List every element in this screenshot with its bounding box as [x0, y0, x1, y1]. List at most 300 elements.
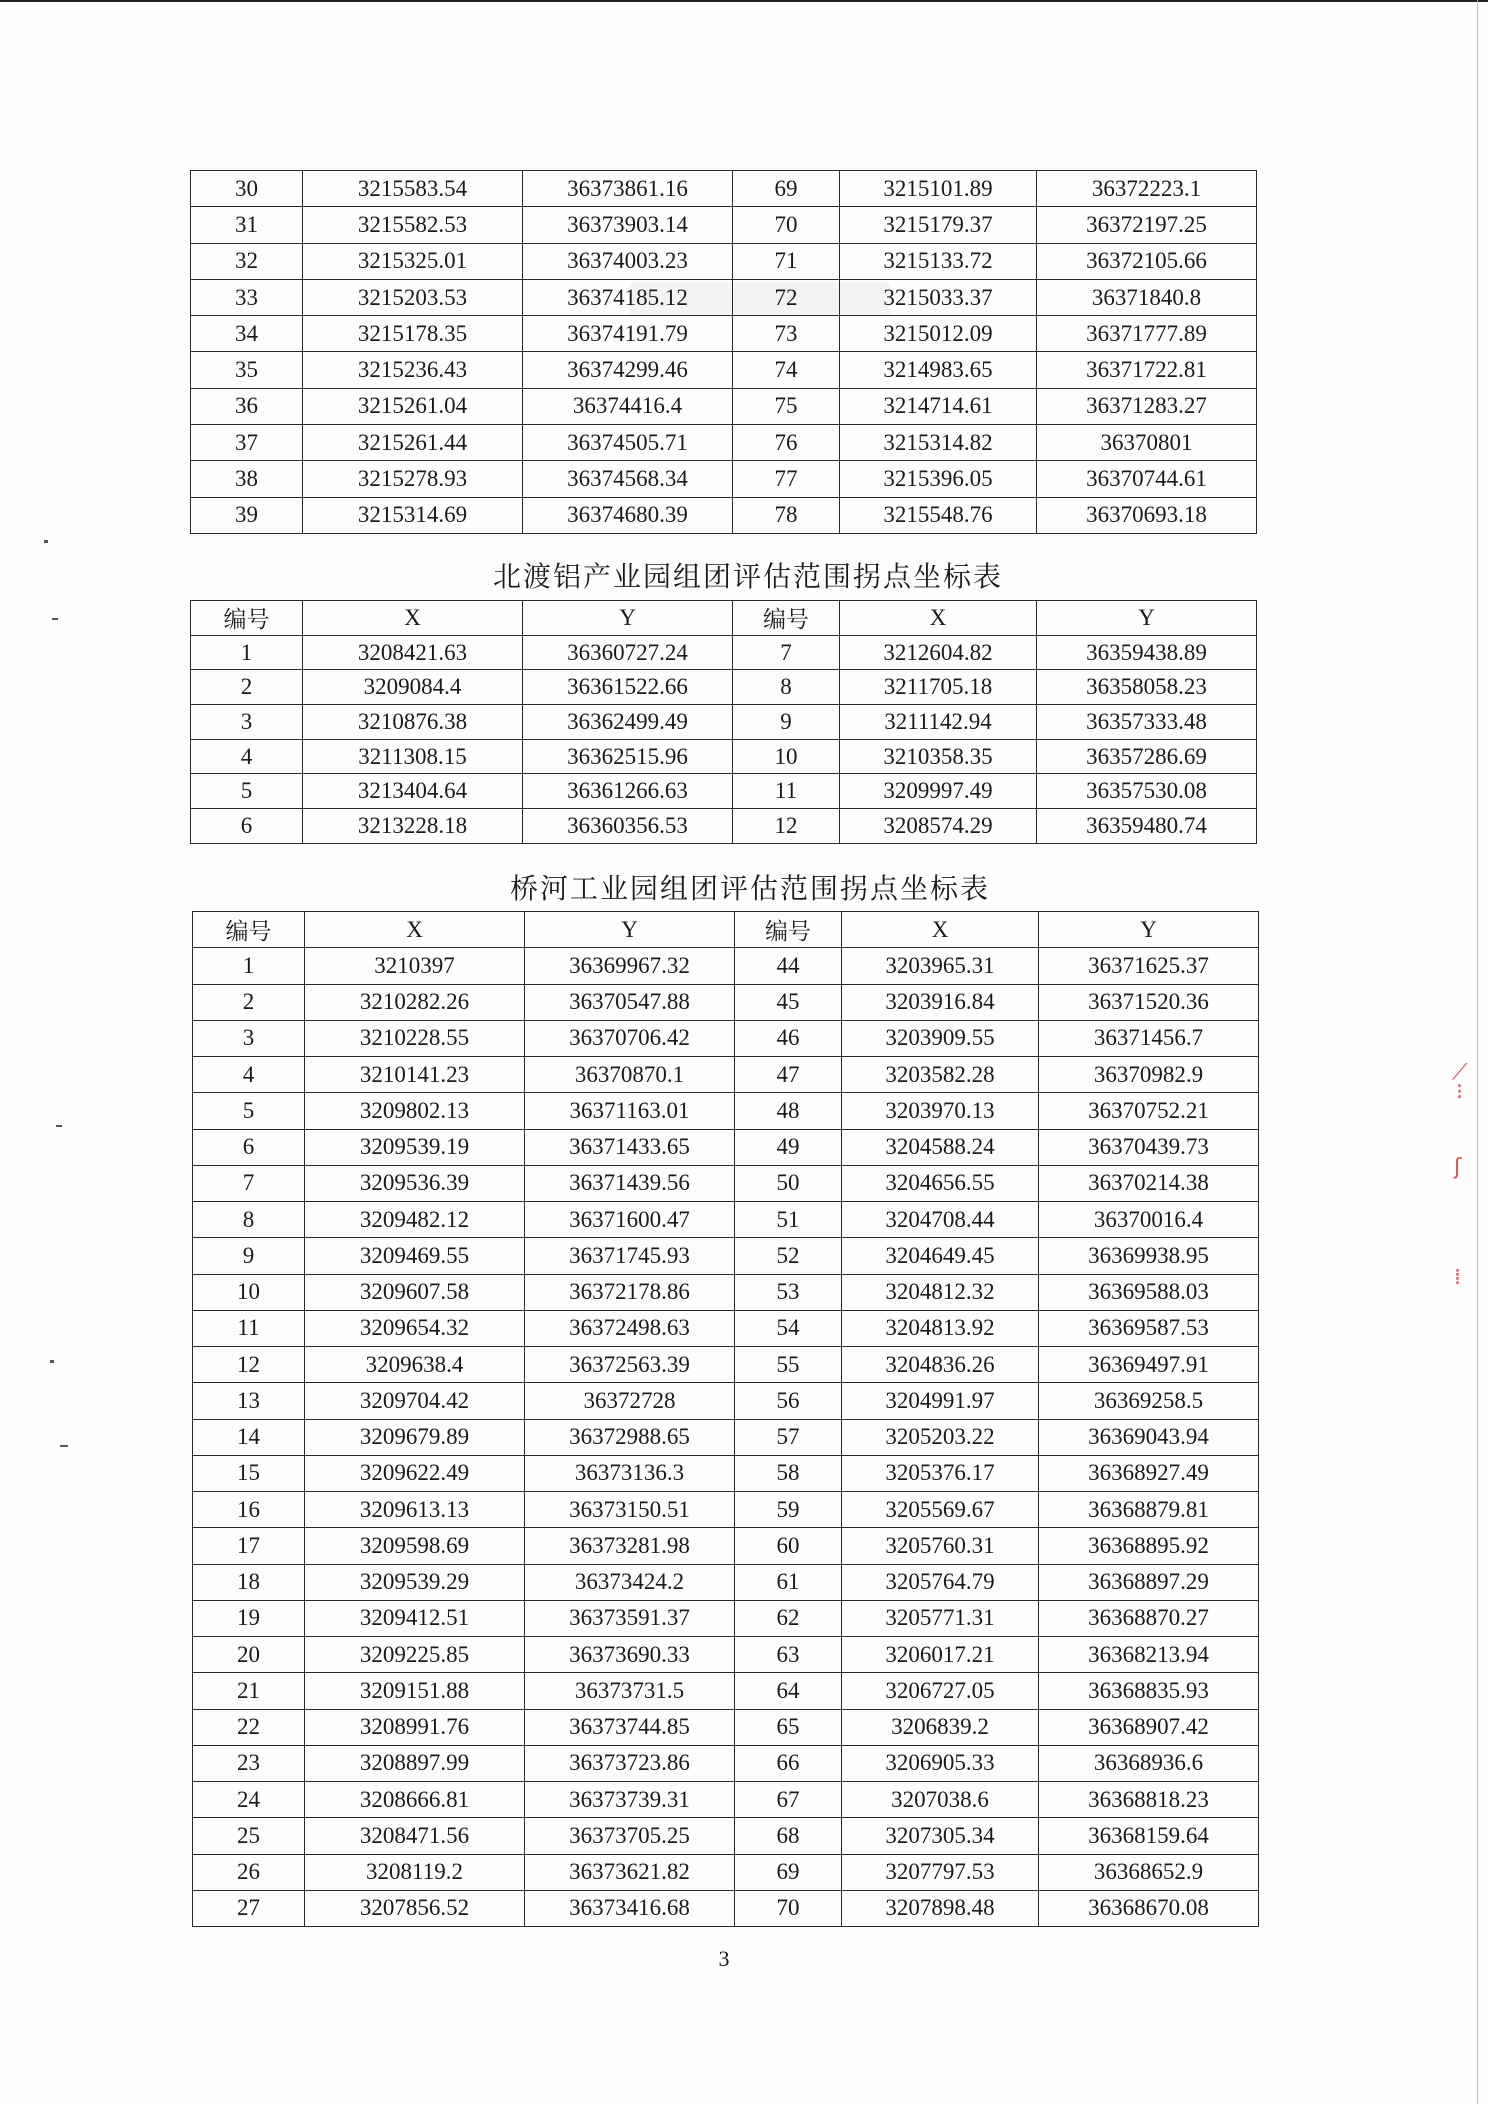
table-cell: 8: [733, 670, 840, 705]
table-row: [193, 1564, 1259, 1600]
scan-speck: [60, 1445, 68, 1447]
table-cell: 3205569.67: [842, 1492, 1039, 1528]
table-cell: 36360727.24: [523, 635, 733, 670]
table-row: [193, 1419, 1259, 1455]
table-cell: 35: [191, 352, 303, 388]
table-cell: 36371520.36: [1039, 984, 1259, 1020]
table-cell: 36369967.32: [525, 948, 735, 984]
table-cell: 19: [193, 1600, 305, 1636]
table-cell: 3206905.33: [842, 1745, 1039, 1781]
table-cell: 36372728: [525, 1383, 735, 1419]
table-cell: 36359438.89: [1037, 635, 1257, 670]
table-cell: 3204836.26: [842, 1347, 1039, 1383]
table-cell: 1: [191, 635, 303, 670]
table-cell: 57: [735, 1419, 842, 1455]
table-cell: 36368835.93: [1039, 1673, 1259, 1709]
table-row: [191, 670, 1257, 705]
table-cell: 9: [193, 1238, 305, 1274]
table-cell: 3215314.69: [303, 497, 523, 533]
table-cell: 56: [735, 1383, 842, 1419]
table-cell: 3209704.42: [305, 1383, 525, 1419]
table-row: [193, 1818, 1259, 1854]
table-cell: 44: [735, 948, 842, 984]
table-cell: 3214714.61: [840, 388, 1037, 424]
table-cell: 9: [733, 705, 840, 740]
table-cell: 3215396.05: [840, 461, 1037, 497]
table-cell: 36361266.63: [523, 774, 733, 809]
table-row: [193, 1637, 1259, 1673]
table-cell: 36374299.46: [523, 352, 733, 388]
table-cell: 33: [191, 279, 303, 315]
table-cell: 22: [193, 1709, 305, 1745]
table-title-qiaohe: 桥河工业园组团评估范围拐点坐标表: [509, 872, 990, 905]
table-cell: 60: [735, 1528, 842, 1564]
table-cell: 36370801: [1037, 425, 1257, 461]
table-cell: 36373136.3: [525, 1455, 735, 1491]
table-row: [193, 1782, 1259, 1818]
table-cell: 36372563.39: [525, 1347, 735, 1383]
table-cell: 3215548.76: [840, 497, 1037, 533]
table-cell: 3215178.35: [303, 316, 523, 352]
table-cell: 36370870.1: [525, 1057, 735, 1093]
table-cell: 3209638.4: [305, 1347, 525, 1383]
table-row: [191, 316, 1257, 352]
table-cell: 3209679.89: [305, 1419, 525, 1455]
table-cell: 36368652.9: [1039, 1854, 1259, 1890]
table-cell: 36374185.12: [523, 279, 733, 315]
table-cell: 72: [733, 279, 840, 315]
table-cell: 36357286.69: [1037, 739, 1257, 774]
table-cell: 3212604.82: [840, 635, 1037, 670]
table-cell: 3209225.85: [305, 1637, 525, 1673]
table-row: [193, 1057, 1259, 1093]
red-seal-fragment: ⟋: [1452, 1060, 1468, 1085]
table-cell: 36369587.53: [1039, 1310, 1259, 1346]
table-cell: 36371777.89: [1037, 316, 1257, 352]
table-cell: 3208574.29: [840, 809, 1037, 844]
table-cell: 70: [735, 1890, 842, 1926]
scan-speck: [44, 540, 48, 543]
table-title-beidu: 北渡铝产业园组团评估范围拐点坐标表: [492, 560, 1003, 593]
table-cell: 3215012.09: [840, 316, 1037, 352]
table-cell: 36373744.85: [525, 1709, 735, 1745]
table-cell: 3215203.53: [303, 279, 523, 315]
table-cell: 76: [733, 425, 840, 461]
table-cell: 36370706.42: [525, 1020, 735, 1056]
table-cell: 24: [193, 1782, 305, 1818]
table-row: [193, 1347, 1259, 1383]
table-cell: 3211308.15: [303, 739, 523, 774]
table-cell: 3208897.99: [305, 1745, 525, 1781]
table-cell: 3204991.97: [842, 1383, 1039, 1419]
table-cell: 36368670.08: [1039, 1890, 1259, 1926]
table-cell: 3203970.13: [842, 1093, 1039, 1129]
table-cell: 36374568.34: [523, 461, 733, 497]
table-cell: 36371283.27: [1037, 388, 1257, 424]
table-cell: 36369938.95: [1039, 1238, 1259, 1274]
table-cell: 36373281.98: [525, 1528, 735, 1564]
table-row: [191, 774, 1257, 809]
table-cell: 3209151.88: [305, 1673, 525, 1709]
header-cell: Y: [1039, 912, 1259, 948]
table-cell: 25: [193, 1818, 305, 1854]
table-cell: 36374680.39: [523, 497, 733, 533]
table-cell: 5: [191, 774, 303, 809]
table-cell: 36374505.71: [523, 425, 733, 461]
table-cell: 36370982.9: [1039, 1057, 1259, 1093]
table-cell: 36371163.01: [525, 1093, 735, 1129]
table-cell: 36372223.1: [1037, 171, 1257, 207]
table-cell: 36374191.79: [523, 316, 733, 352]
table-cell: 36369588.03: [1039, 1274, 1259, 1310]
red-seal-fragment: ʃ: [1454, 1155, 1462, 1180]
table-cell: 21: [193, 1673, 305, 1709]
header-cell: X: [842, 912, 1039, 948]
table-cell: 46: [735, 1020, 842, 1056]
table-cell: 3209654.32: [305, 1310, 525, 1346]
table-cell: 12: [733, 809, 840, 844]
page-number: 3: [718, 1946, 730, 1971]
table-cell: 36372988.65: [525, 1419, 735, 1455]
table-cell: 36373424.2: [525, 1564, 735, 1600]
table-cell: 66: [735, 1745, 842, 1781]
table-cell: 3208119.2: [305, 1854, 525, 1890]
table-cell: 53: [735, 1274, 842, 1310]
table-cell: 36369043.94: [1039, 1419, 1259, 1455]
table-cell: 36362515.96: [523, 739, 733, 774]
table-cell: 36360356.53: [523, 809, 733, 844]
table-cell: 36358058.23: [1037, 670, 1257, 705]
table-cell: 3: [193, 1020, 305, 1056]
table-cell: 36371840.8: [1037, 279, 1257, 315]
table-cell: 52: [735, 1238, 842, 1274]
table-cell: 36368818.23: [1039, 1782, 1259, 1818]
table-cell: 3207305.34: [842, 1818, 1039, 1854]
table-cell: 36372197.25: [1037, 207, 1257, 243]
table-cell: 36370744.61: [1037, 461, 1257, 497]
table-cell: 7: [733, 635, 840, 670]
table-cell: 36372178.86: [525, 1274, 735, 1310]
table-row: [193, 1383, 1259, 1419]
table-cell: 36373150.51: [525, 1492, 735, 1528]
table-cell: 8: [193, 1202, 305, 1238]
table-cell: 36373731.5: [525, 1673, 735, 1709]
table-cell: 69: [735, 1854, 842, 1890]
table-cell: 54: [735, 1310, 842, 1346]
table-cell: 3206839.2: [842, 1709, 1039, 1745]
table-cell: 69: [733, 171, 840, 207]
table-cell: 3205771.31: [842, 1600, 1039, 1636]
table-cell: 36361522.66: [523, 670, 733, 705]
table-cell: 3214983.65: [840, 352, 1037, 388]
table-row: [193, 1020, 1259, 1056]
table-cell: 73: [733, 316, 840, 352]
table-cell: 58: [735, 1455, 842, 1491]
table-row: [193, 1528, 1259, 1564]
table-cell: 3204649.45: [842, 1238, 1039, 1274]
red-seal-fragment: ⁞: [1454, 1265, 1461, 1290]
table-row: [193, 948, 1259, 984]
table-cell: 36368879.81: [1039, 1492, 1259, 1528]
table-cell: 3210358.35: [840, 739, 1037, 774]
table-cell: 3209997.49: [840, 774, 1037, 809]
table-cell: 36373739.31: [525, 1782, 735, 1818]
table-cell: 3209607.58: [305, 1274, 525, 1310]
table-cell: 11: [733, 774, 840, 809]
table-cell: 3207797.53: [842, 1854, 1039, 1890]
table-cell: 74: [733, 352, 840, 388]
table-cell: 3215325.01: [303, 243, 523, 279]
table-cell: 10: [733, 739, 840, 774]
table-cell: 36370016.4: [1039, 1202, 1259, 1238]
table-cell: 11: [193, 1310, 305, 1346]
table-cell: 36357333.48: [1037, 705, 1257, 740]
table-cell: 3211705.18: [840, 670, 1037, 705]
table-cell: 36368927.49: [1039, 1455, 1259, 1491]
table-cell: 10: [193, 1274, 305, 1310]
table-cell: 61: [735, 1564, 842, 1600]
table-cell: 2: [191, 670, 303, 705]
table-row: [193, 984, 1259, 1020]
table-cell: 3208991.76: [305, 1709, 525, 1745]
table-cell: 77: [733, 461, 840, 497]
table-cell: 20: [193, 1637, 305, 1673]
right-edge-line: [1477, 0, 1478, 2104]
table-cell: 26: [193, 1854, 305, 1890]
table-cell: 36372105.66: [1037, 243, 1257, 279]
table-header-row: [191, 601, 1257, 636]
scan-speck: [56, 1125, 62, 1127]
table-cell: 36371625.37: [1039, 948, 1259, 984]
table-cell: 36368213.94: [1039, 1637, 1259, 1673]
table-row: [193, 1093, 1259, 1129]
header-cell: X: [303, 601, 523, 636]
table-cell: 3210228.55: [305, 1020, 525, 1056]
table-cell: 36369497.91: [1039, 1347, 1259, 1383]
table-cell: 51: [735, 1202, 842, 1238]
table-cell: 3210282.26: [305, 984, 525, 1020]
top-border-line: [0, 0, 1488, 2]
table-cell: 15: [193, 1455, 305, 1491]
table-cell: 36370214.38: [1039, 1165, 1259, 1201]
table-cell: 36368159.64: [1039, 1818, 1259, 1854]
table-cell: 23: [193, 1745, 305, 1781]
table-cell: 32: [191, 243, 303, 279]
table-cell: 34: [191, 316, 303, 352]
table-cell: 67: [735, 1782, 842, 1818]
table-cell: 37: [191, 425, 303, 461]
table-cell: 3210141.23: [305, 1057, 525, 1093]
table-cell: 27: [193, 1890, 305, 1926]
table-cell: 36368907.42: [1039, 1709, 1259, 1745]
header-cell: 编号: [193, 912, 305, 948]
table-cell: 31: [191, 207, 303, 243]
table-cell: 64: [735, 1673, 842, 1709]
table-cell: 50: [735, 1165, 842, 1201]
table-cell: 71: [733, 243, 840, 279]
header-cell: Y: [525, 912, 735, 948]
table-row: [193, 1455, 1259, 1491]
header-cell: 编号: [735, 912, 842, 948]
table-cell: 39: [191, 497, 303, 533]
table-row: [191, 279, 1257, 315]
table-row: [193, 1673, 1259, 1709]
table-cell: 78: [733, 497, 840, 533]
table-cell: 3215101.89: [840, 171, 1037, 207]
table-cell: 3208471.56: [305, 1818, 525, 1854]
table-cell: 45: [735, 984, 842, 1020]
table-cell: 70: [733, 207, 840, 243]
header-cell: Y: [1037, 601, 1257, 636]
table-cell: 36371439.56: [525, 1165, 735, 1201]
table-cell: 17: [193, 1528, 305, 1564]
table-cell: 47: [735, 1057, 842, 1093]
table-row: [193, 1165, 1259, 1201]
table-cell: 3205376.17: [842, 1455, 1039, 1491]
red-seal-fragment: ⁝: [1456, 1080, 1463, 1105]
table-cell: 30: [191, 171, 303, 207]
table-cell: 3209539.19: [305, 1129, 525, 1165]
scan-speck: [52, 618, 58, 620]
table-header-row: [193, 912, 1259, 948]
header-cell: X: [840, 601, 1037, 636]
table-cell: 3209469.55: [305, 1238, 525, 1274]
table-row: [193, 1492, 1259, 1528]
table-cell: 3204708.44: [842, 1202, 1039, 1238]
table-cell: 3203916.84: [842, 984, 1039, 1020]
header-cell: X: [305, 912, 525, 948]
table-cell: 3215236.43: [303, 352, 523, 388]
table-cell: 3215278.93: [303, 461, 523, 497]
table-cell: 36373903.14: [523, 207, 733, 243]
table-cell: 36370693.18: [1037, 497, 1257, 533]
table-cell: 5: [193, 1093, 305, 1129]
table-cell: 14: [193, 1419, 305, 1455]
table-cell: 36373723.86: [525, 1745, 735, 1781]
table-cell: 36: [191, 388, 303, 424]
table-row: [193, 1310, 1259, 1346]
table-cell: 6: [193, 1129, 305, 1165]
table-cell: 3215179.37: [840, 207, 1037, 243]
table-cell: 36371745.93: [525, 1238, 735, 1274]
table-cell: 36362499.49: [523, 705, 733, 740]
table-cell: 3203582.28: [842, 1057, 1039, 1093]
header-cell: 编号: [191, 601, 303, 636]
table-row: [191, 171, 1257, 207]
table-cell: 3209622.49: [305, 1455, 525, 1491]
table-cell: 3203965.31: [842, 948, 1039, 984]
table-row: [191, 425, 1257, 461]
table-cell: 36370439.73: [1039, 1129, 1259, 1165]
table-cell: 3204588.24: [842, 1129, 1039, 1165]
table-cell: 3210397: [305, 948, 525, 984]
table-cell: 3215583.54: [303, 171, 523, 207]
table-cell: 3209084.4: [303, 670, 523, 705]
table-cell: 3215033.37: [840, 279, 1037, 315]
table-cell: 3209482.12: [305, 1202, 525, 1238]
table-cell: 3209412.51: [305, 1600, 525, 1636]
table-cell: 3215133.72: [840, 243, 1037, 279]
table-cell: 49: [735, 1129, 842, 1165]
table-cell: 36372498.63: [525, 1310, 735, 1346]
coordinate-table-beidu: [190, 600, 1257, 844]
table-row: [191, 809, 1257, 844]
table-row: [191, 207, 1257, 243]
table-cell: 3215314.82: [840, 425, 1037, 461]
table-cell: 36373690.33: [525, 1637, 735, 1673]
table-cell: 36371600.47: [525, 1202, 735, 1238]
table-cell: 36370547.88: [525, 984, 735, 1020]
table-row: [193, 1600, 1259, 1636]
table-row: [191, 243, 1257, 279]
table-cell: 36369258.5: [1039, 1383, 1259, 1419]
table-cell: 3209613.13: [305, 1492, 525, 1528]
table-row: [193, 1238, 1259, 1274]
coordinate-table-continued: [190, 170, 1257, 534]
table-cell: 36368897.29: [1039, 1564, 1259, 1600]
table-cell: 3207898.48: [842, 1890, 1039, 1926]
table-cell: 36373621.82: [525, 1854, 735, 1890]
table-cell: 3206727.05: [842, 1673, 1039, 1709]
table-cell: 3215582.53: [303, 207, 523, 243]
table-cell: 3207038.6: [842, 1782, 1039, 1818]
table-row: [193, 1274, 1259, 1310]
table-row: [191, 388, 1257, 424]
table-cell: 36357530.08: [1037, 774, 1257, 809]
table-cell: 6: [191, 809, 303, 844]
table-cell: 36374003.23: [523, 243, 733, 279]
table-cell: 3209536.39: [305, 1165, 525, 1201]
table-cell: 3213228.18: [303, 809, 523, 844]
table-row: [193, 1129, 1259, 1165]
table-cell: 3205764.79: [842, 1564, 1039, 1600]
table-row: [193, 1709, 1259, 1745]
table-row: [191, 705, 1257, 740]
table-cell: 3205760.31: [842, 1528, 1039, 1564]
table-cell: 3209539.29: [305, 1564, 525, 1600]
table-cell: 18: [193, 1564, 305, 1600]
table-row: [193, 1202, 1259, 1238]
table-cell: 16: [193, 1492, 305, 1528]
table-cell: 36368870.27: [1039, 1600, 1259, 1636]
table-cell: 3206017.21: [842, 1637, 1039, 1673]
table-row: [191, 461, 1257, 497]
table-cell: 3207856.52: [305, 1890, 525, 1926]
table-cell: 36371433.65: [525, 1129, 735, 1165]
table-cell: 65: [735, 1709, 842, 1745]
coordinate-table-qiaohe: [192, 911, 1259, 1927]
table-cell: 3213404.64: [303, 774, 523, 809]
table-cell: 36370752.21: [1039, 1093, 1259, 1129]
table-row: [191, 635, 1257, 670]
table-cell: 36373705.25: [525, 1818, 735, 1854]
table-cell: 3215261.04: [303, 388, 523, 424]
table-cell: 3: [191, 705, 303, 740]
table-cell: 12: [193, 1347, 305, 1383]
header-cell: 编号: [733, 601, 840, 636]
table-cell: 36368895.92: [1039, 1528, 1259, 1564]
table-cell: 68: [735, 1818, 842, 1854]
table-cell: 3210876.38: [303, 705, 523, 740]
table-cell: 3215261.44: [303, 425, 523, 461]
table-cell: 1: [193, 948, 305, 984]
table-cell: 3209802.13: [305, 1093, 525, 1129]
table-cell: 36373416.68: [525, 1890, 735, 1926]
table-row: [191, 739, 1257, 774]
table-cell: 3208421.63: [303, 635, 523, 670]
table-cell: 3211142.94: [840, 705, 1037, 740]
table-row: [193, 1745, 1259, 1781]
